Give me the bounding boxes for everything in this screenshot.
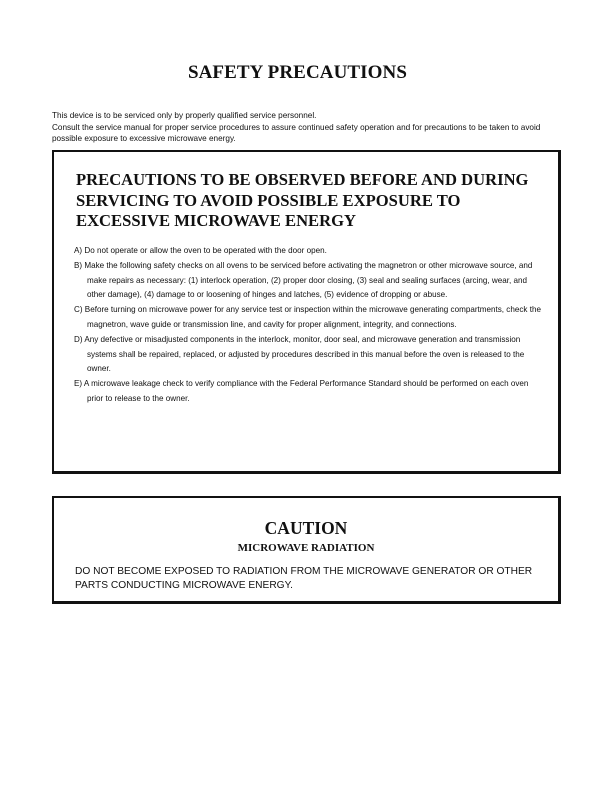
caution-title: CAUTION (264, 518, 348, 538)
caution-subtitle: MICROWAVE RADIATION (237, 542, 375, 554)
precaution-item-c: C) Before turning on microwave power for any service test or inspection within the microwave generating compartments, check the magnetron, wave guide or transmission line, and cavity for proper alignment, integrity, and connections. (74, 305, 541, 329)
precaution-item-b: B) Make the following safety checks on all ovens to be serviced before activating the magnetron or other microwave source, and make repairs as necessary: (1) interlock operation, (2) proper door closing, (3) seal and sealing surfaces (arcing, wear, and other damage), (4) damage to or loosening of hinges and latches, (5) evidence of dropping or abuse. (74, 260, 533, 300)
precautions-heading: PRECAUTIONS TO BE OBSERVED BEFORE AND DURING SERVICING TO AVOID POSSIBLE EXPOSURE TO EXCESSIVE MICROWAVE ENERGY (76, 170, 529, 230)
precaution-item-d: D) Any defective or misadjusted components in the interlock, monitor, door seal, and microwave generation and transmission systems shall be repaired, replaced, or adjusted by procedures described in this manual before the oven is released to the owner. (74, 334, 525, 374)
intro-text (52, 110, 562, 145)
precautions-list (74, 244, 544, 407)
intro-line-2: Consult the service manual for proper service procedures to assure continued safety operation and for precautions to be taken to avoid possible exposure to excessive microwave energy. (52, 122, 541, 143)
intro-line-1: This device is to be serviced only by properly qualified service personnel. (52, 111, 317, 120)
caution-text (75, 565, 545, 592)
precautions-box (52, 150, 561, 474)
caution-body-text: DO NOT BECOME EXPOSED TO RADIATION FROM THE MICROWAVE GENERATOR OR OTHER PARTS CONDUCTING MICROWAVE ENERGY. (75, 566, 533, 591)
page-title: SAFETY PRECAUTIONS (187, 62, 408, 83)
precaution-item-a: A) Do not operate or allow the oven to be operated with the door open. (74, 246, 327, 255)
caution-box (52, 496, 561, 604)
precaution-item-e: E) A microwave leakage check to verify compliance with the Federal Performance Standard should be performed on each oven prior to release to the owner. (74, 379, 529, 403)
